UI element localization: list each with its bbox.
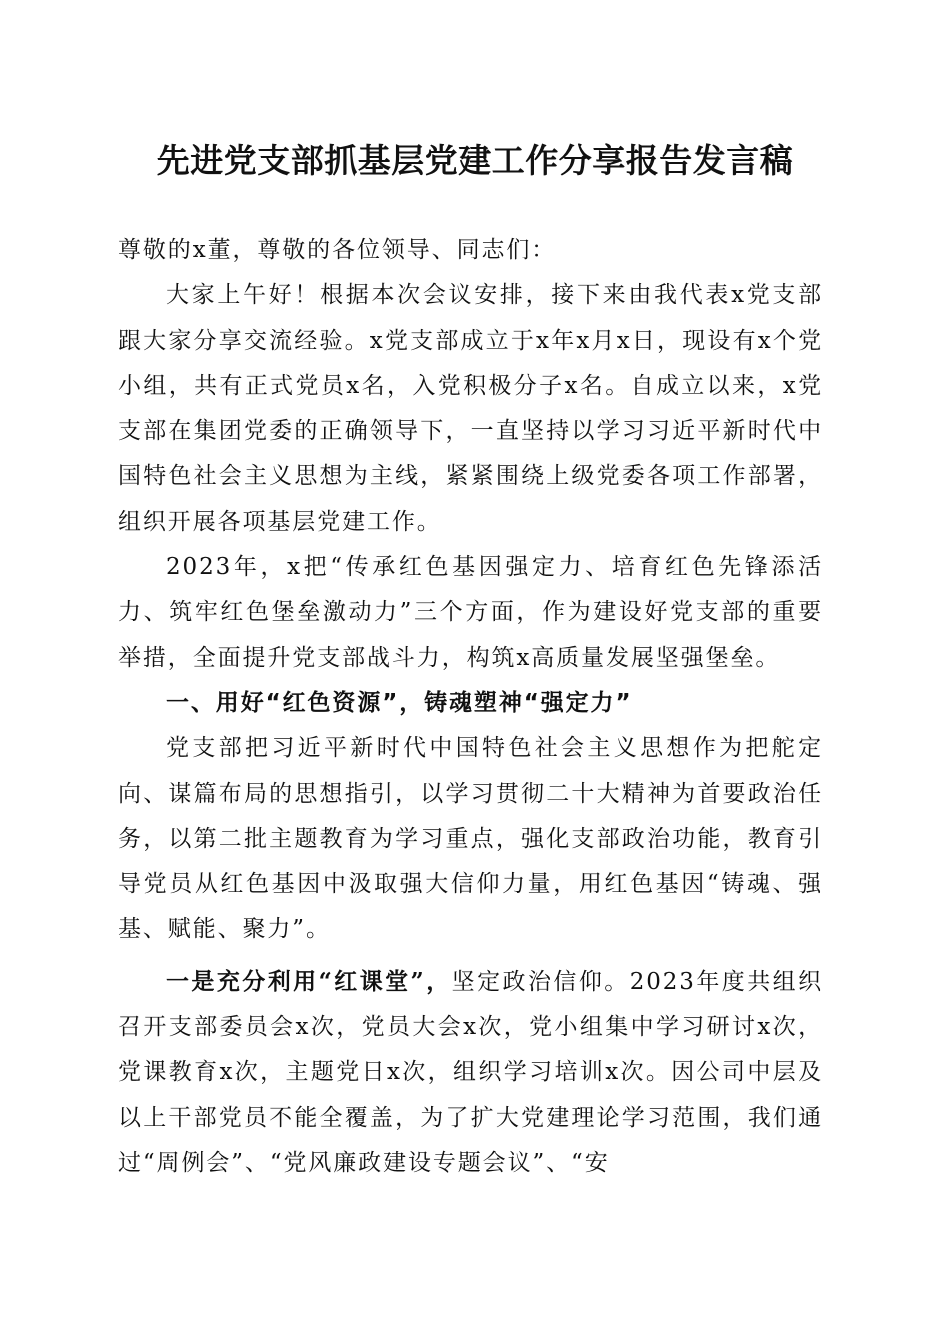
- salutation: 尊敬的x董，尊敬的各位领导、同志们：: [118, 237, 557, 263]
- point-1-lead: 一是充分利用“红课堂”，: [166, 967, 452, 995]
- document-title: 先进党支部抓基层党建工作分享报告发言稿: [156, 141, 794, 180]
- section-heading-1: 一、用好“红色资源”，铸魂塑神“强定力”: [166, 689, 633, 716]
- paragraph-2023: 2023年，x把“传承红色基因强定力、培育红色先锋添活力、筑牢红色堡垒激动力”三个方面，作为建设好党支部的重要举措，全面提升党支部战斗力，构筑x高质量发展坚强堡垒。: [118, 554, 823, 671]
- document-body: [118, 228, 823, 1186]
- point-1-text: 坚定政治信仰。2023年度共组织召开支部委员会x次，党员大会x次，党小组集中学习研讨x次，党课教育x次，主题党日x次，组织学习培训x次。因公司中层及以上干部党员不能全覆盖，为了扩大党建理论学习范围，我们通过“周例会”、“党风廉政建设专题会议”、“安: [118, 968, 824, 1176]
- paragraph-intro: 大家上午好！根据本次会议安排，接下来由我代表x党支部跟大家分享交流经验。x党支部成立于x年x月x日，现设有x个党小组，共有正式党员x名，入党积极分子x名。自成立以来，x党支部在集团党委的正确领导下，一直坚持以学习习近平新时代中国特色社会主义思想为主线，紧紧围绕上级党委各项工作部署，组织开展各项基层党建工作。: [118, 282, 823, 535]
- section-1-paragraph: 党支部把习近平新时代中国特色社会主义思想作为把舵定向、谋篇布局的思想指引，以学习贯彻二十大精神为首要政治任务，以第二批主题教育为学习重点，强化支部政治功能，教育引导党员从红色基因中汲取强大信仰力量，用红色基因“铸魂、强基、赋能、聚力”。: [118, 735, 823, 943]
- point-1-paragraph: [118, 959, 823, 1186]
